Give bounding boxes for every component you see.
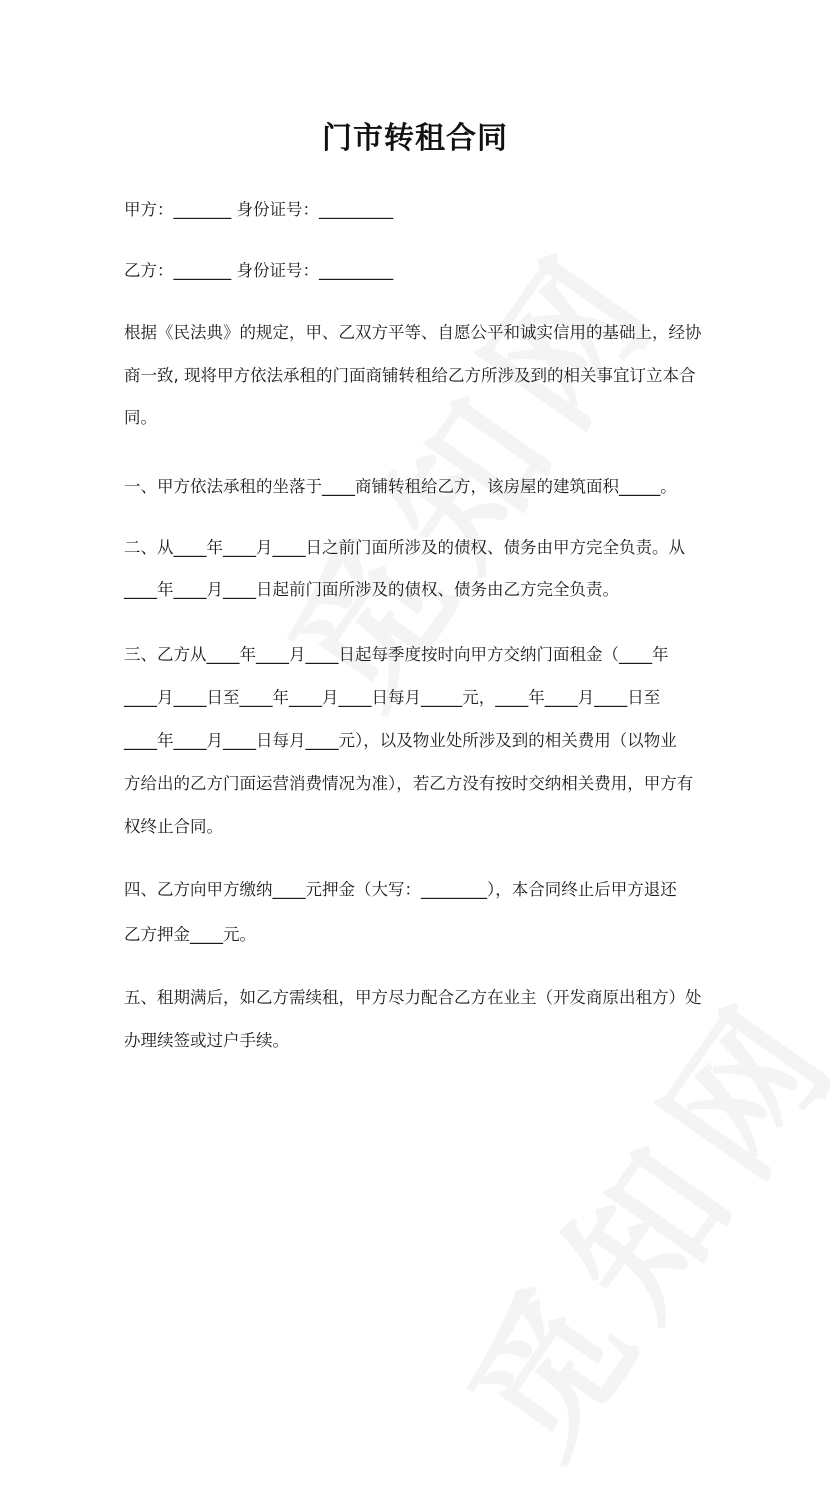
clause-line: 三、乙方从____年____月____日起每季度按时向甲方交纳门面租金（____年 [124, 645, 669, 664]
clause-line: 一、甲方依法承租的坐落于____商铺转租给乙方，该房屋的建筑面积_____。 [124, 477, 677, 496]
clause-line: ____年____月____日每月____元），以及物业处所涉及到的相关费用（以物业 [124, 731, 677, 750]
preamble-line: 同。 [124, 408, 157, 427]
party-b-line: 乙方：_______ 身份证号：_________ [124, 261, 394, 280]
clause-line: 二、从____年____月____日之前门面所涉及的债权、债务由甲方完全负责。从 [124, 538, 685, 557]
party-a-line: 甲方：_______ 身份证号：_________ [124, 200, 394, 219]
clause-line: 办理续签或过户手续。 [124, 1031, 289, 1050]
clause-line: 五、租期满后，如乙方需续租，甲方尽力配合乙方在业主（开发商原出租方）处 [124, 988, 702, 1007]
clause-line: 权终止合同。 [124, 817, 223, 836]
clause-line: 四、乙方向甲方缴纳____元押金（大写：________），本合同终止后甲方退还 [124, 880, 677, 899]
preamble-line: 商一致, 现将甲方依法承租的门面商铺转租给乙方所涉及到的相关事宜订立本合 [124, 366, 696, 385]
preamble-line: 根据《民法典》的规定，甲、乙双方平等、自愿公平和诚实信用的基础上，经协 [124, 323, 702, 342]
clause-line: 方给出的乙方门面运营消费情况为准），若乙方没有按时交纳相关费用，甲方有 [124, 774, 694, 793]
clause-line: ____年____月____日起前门面所涉及的债权、债务由乙方完全负责。 [124, 580, 619, 599]
clause-line: 乙方押金____元。 [124, 925, 256, 944]
watermark [410, 947, 830, 1489]
clause-line: ____月____日至____年____月____日每月_____元，____年____月____日至 [124, 688, 661, 707]
document-title: 门市转租合同 [322, 121, 508, 156]
